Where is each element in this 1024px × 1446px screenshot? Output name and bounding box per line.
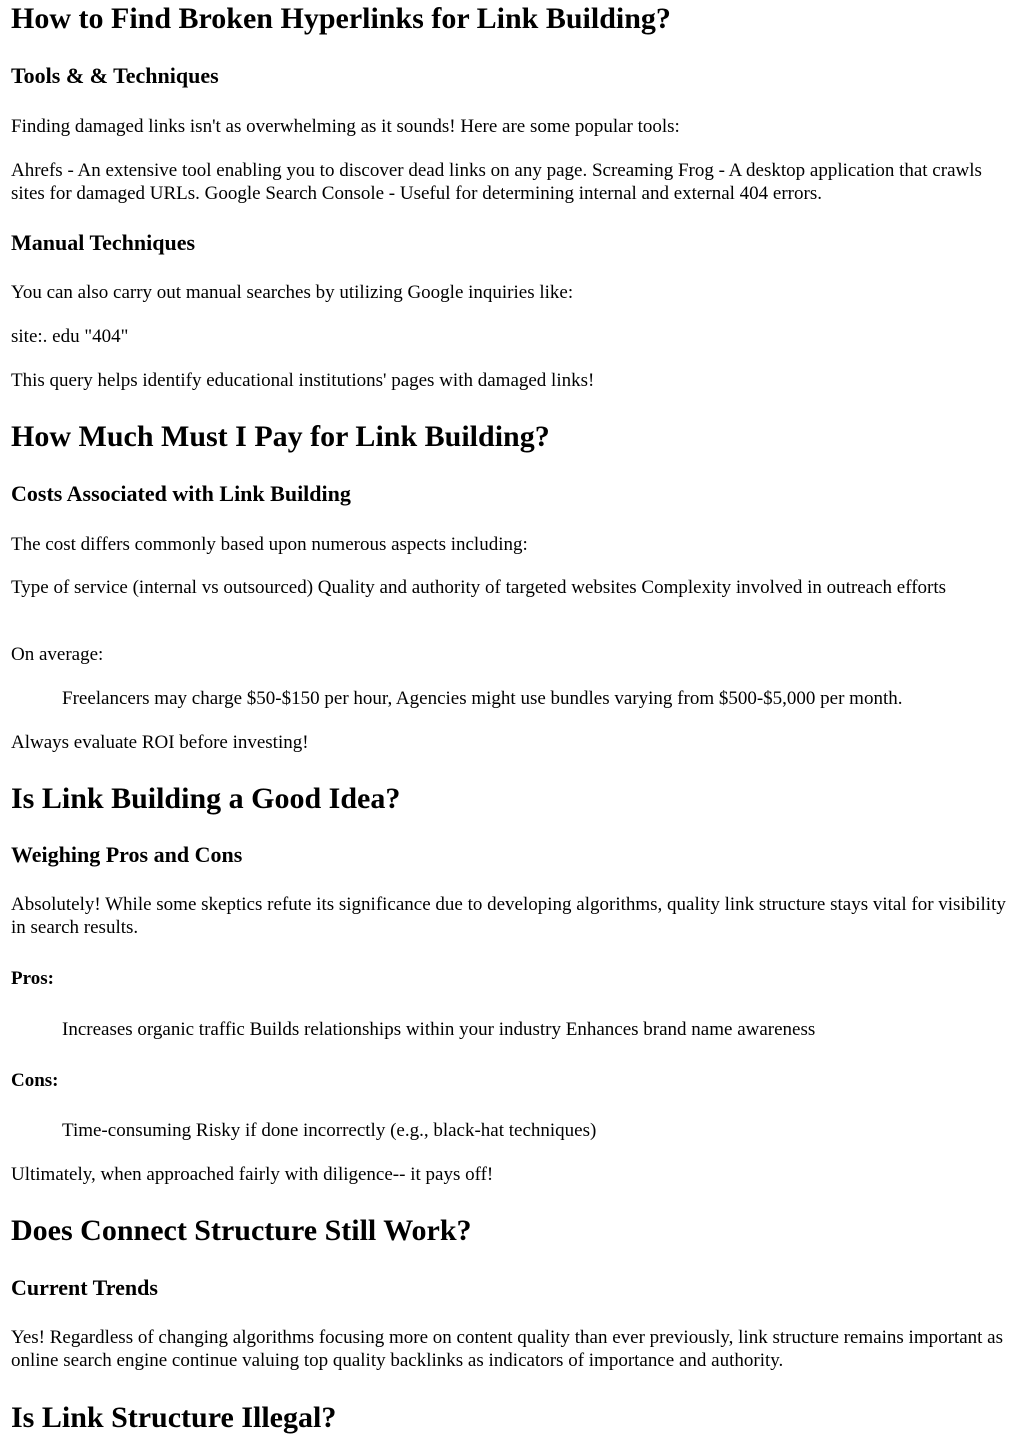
section-title-illegal: Is Link Structure Illegal? — [11, 1401, 337, 1434]
section-title-broken-links: How to Find Broken Hyperlinks for Link Building? — [11, 2, 671, 35]
paragraph-tools-list: Ahrefs - An extensive tool enabling you to discover dead links on any page. Screaming Frog - A desktop application that crawls sites for damaged URLs. Google Search Console - Useful for determining internal and external 404 errors. — [11, 160, 982, 204]
section-title-good-idea: Is Link Building a Good Idea? — [11, 782, 401, 815]
paragraph-costs-intro: The cost differs commonly based upon numerous aspects including: — [11, 534, 528, 555]
section-title-still-work: Does Connect Structure Still Work? — [11, 1214, 472, 1247]
section-title-cost: How Much Must I Pay for Link Building? — [11, 420, 550, 453]
subheading-pros-cons: Weighing Pros and Cons — [11, 842, 243, 867]
cons-label-wrapper — [11, 1069, 1015, 1092]
paragraph-current-trends: Yes! Regardless of changing algorithms focusing more on content quality than ever previously, link structure remains important as online search engine continue valuing top quality backlinks as indicators of importance and authority. — [11, 1327, 1004, 1371]
paragraph-roi-note: Always evaluate ROI before investing! — [11, 732, 309, 753]
paragraph-good-idea-intro: Absolutely! While some skeptics refute its significance due to developing algorithms, quality link structure stays vital for visibility in search results. — [11, 894, 1006, 938]
subheading-tools: Tools & & Techniques — [11, 63, 219, 88]
pros-label-wrapper — [11, 967, 1015, 990]
paragraph-conclusion: Ultimately, when approached fairly with diligence-- it pays off! — [11, 1164, 494, 1185]
pros-label: Pros: — [11, 968, 54, 989]
paragraph-query-note: This query helps identify educational institutions' pages with damaged links! — [11, 370, 595, 391]
cons-label: Cons: — [11, 1070, 59, 1091]
paragraph-tools-intro: Finding damaged links isn't as overwhelming as it sounds! Here are some popular tools: — [11, 116, 680, 137]
blockquote-pros-list: Increases organic traffic Builds relationships within your industry Enhances brand name awareness — [62, 1019, 816, 1040]
paragraph-average-label: On average: — [11, 644, 104, 665]
subheading-current-trends: Current Trends — [11, 1275, 158, 1300]
paragraph-manual-intro: You can also carry out manual searches by utilizing Google inquiries like: — [11, 282, 574, 303]
subheading-manual: Manual Techniques — [11, 230, 196, 255]
subheading-costs: Costs Associated with Link Building — [11, 481, 351, 506]
paragraph-cost-factors: Type of service (internal vs outsourced) Quality and authority of targeted websites Complexity involved in outreach efforts — [11, 577, 947, 598]
paragraph-query: site:. edu "404" — [11, 326, 129, 347]
blockquote-average-rates: Freelancers may charge $50-$150 per hour, Agencies might use bundles varying from $500-$5,000 per month. — [62, 688, 903, 709]
blockquote-cons-list: Time-consuming Risky if done incorrectly (e.g., black-hat techniques) — [62, 1120, 597, 1141]
